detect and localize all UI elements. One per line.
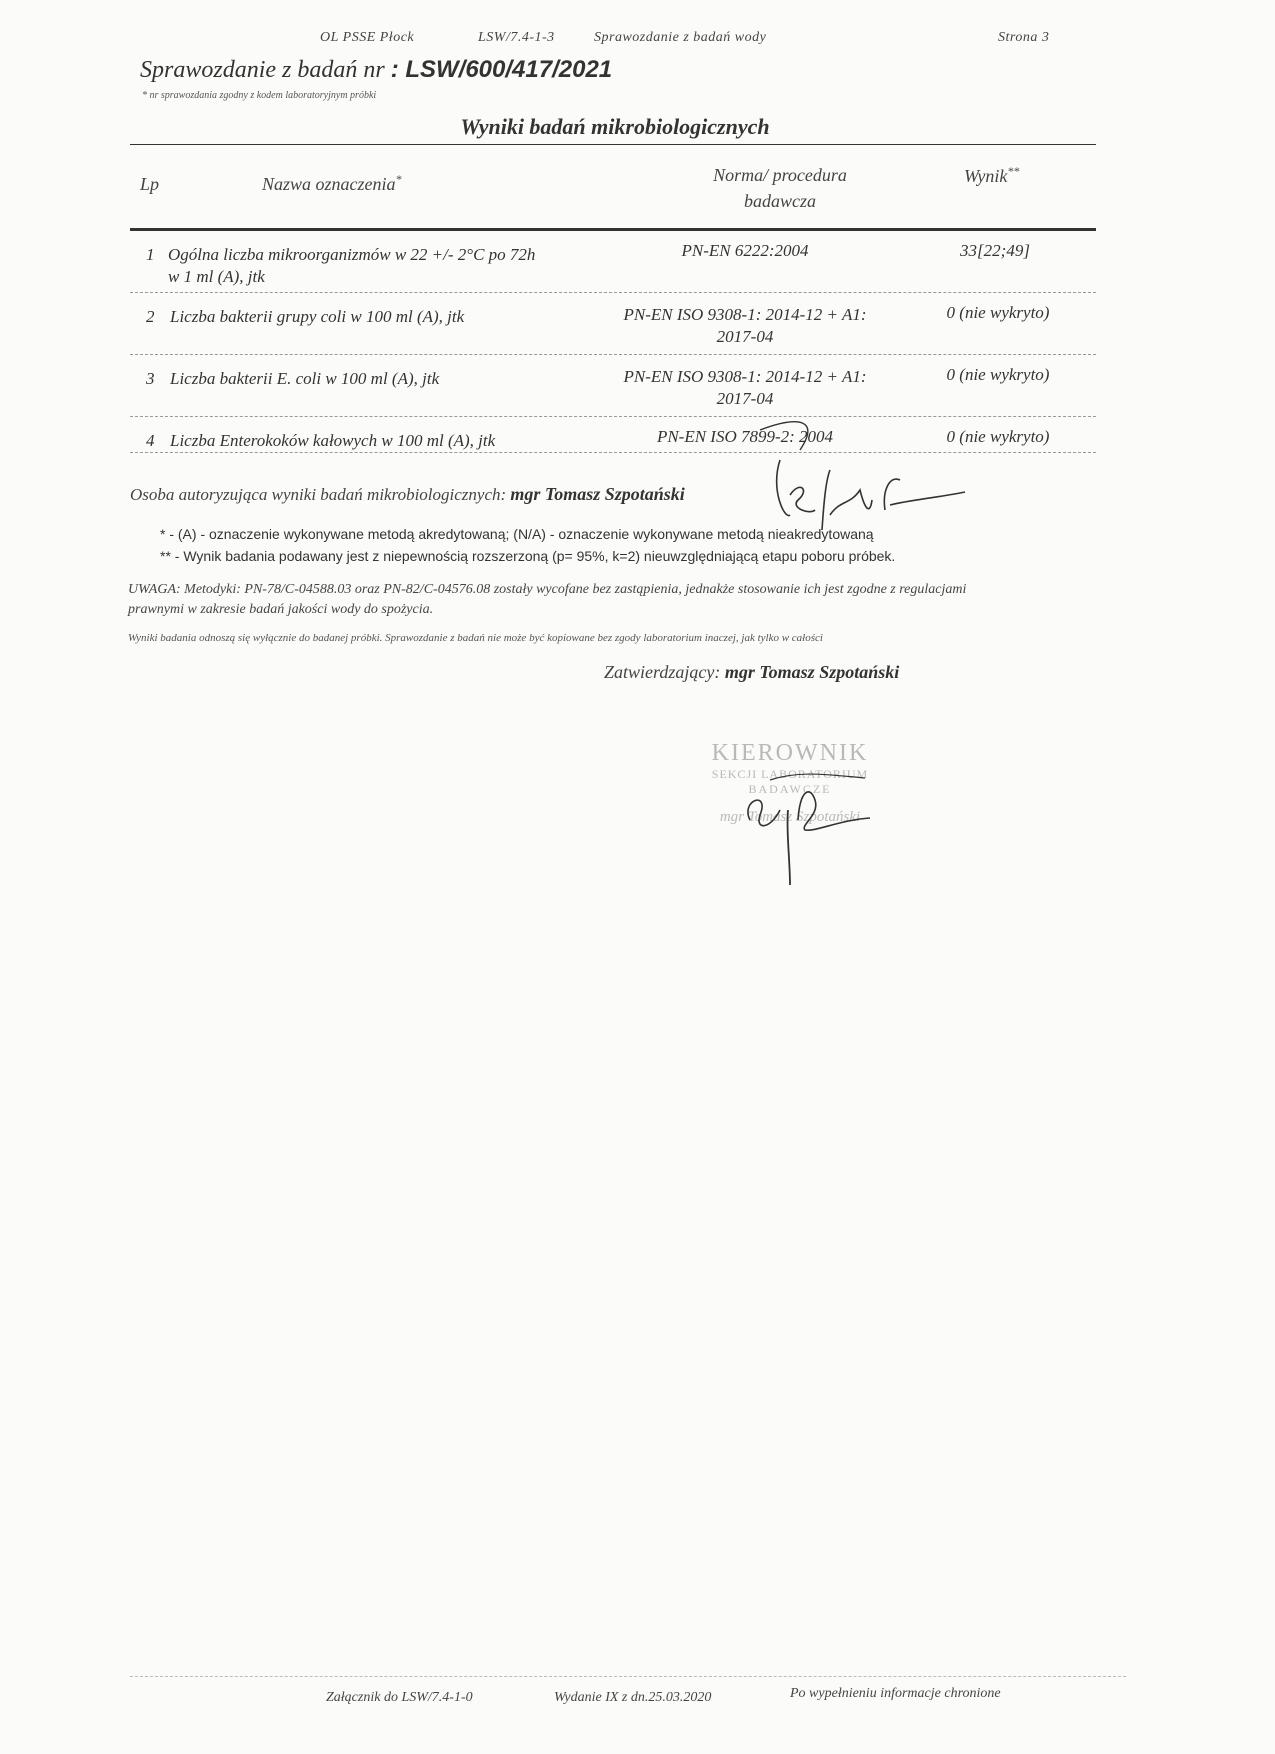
disclaimer: Wyniki badania odnoszą się wyłącznie do badanej próbki. Sprawozdanie z badań nie może być kopiowane bez zgody laboratorium inaczej, jak tylko w całości: [128, 632, 823, 644]
col-header-norm-line1: Norma/ procedura: [713, 165, 847, 185]
row-divider: [130, 292, 1096, 293]
row-name-line1: Liczba bakterii grupy coli w 100 ml (A), jtk: [170, 307, 465, 326]
col-header-norm-line2: badawcza: [744, 191, 816, 211]
row-name-line2: w 1 ml (A), jtk: [168, 267, 265, 286]
report-title-prefix: Sprawozdanie z badań nr: [140, 57, 385, 83]
header-code: LSW/7.4-1-3: [478, 30, 555, 45]
report-title: [140, 56, 612, 84]
stamp-line4: mgr Tomasz Szpotański: [719, 809, 861, 825]
row-divider: [130, 354, 1096, 355]
row-norm-line1: PN-EN ISO 9308-1: 2014-12 + A1:: [623, 367, 867, 386]
row-norm-line2: 2017-04: [716, 389, 774, 408]
col-header-result-mark: **: [1007, 164, 1020, 178]
row-norm: [600, 304, 890, 348]
approval-signature: [740, 770, 880, 890]
row-result: 0 (nie wykryto): [946, 303, 1050, 322]
col-header-result-label: Wynik: [964, 166, 1008, 186]
warning-note: [128, 580, 1148, 620]
approval-label: Zatwierdzający:: [604, 662, 721, 682]
col-header-norm: [650, 162, 910, 214]
row-name-line1: Ogólna liczba mikroorganizmów w 22 +/- 2°C po 72h: [168, 245, 536, 264]
stamp-line3: BADAWCZE: [748, 782, 832, 796]
row-name: [170, 430, 495, 452]
header-page: Strona 3: [998, 30, 1050, 45]
approval: [604, 662, 899, 683]
col-header-name: [262, 172, 402, 195]
approval-name: mgr Tomasz Szpotański: [724, 662, 900, 682]
table-header-rule: [130, 228, 1096, 231]
row-name-line1: Liczba Enterokoków kałowych w 100 ml (A), jtk: [170, 431, 496, 450]
footer-attachment: Załącznik do LSW/7.4-1-0: [326, 1690, 473, 1705]
section-title: Wyniki badań mikrobiologicznych: [460, 114, 770, 139]
row-name-line1: Liczba bakterii E. coli w 100 ml (A), jtk: [170, 369, 440, 388]
report-number: : LSW/600/417/2021: [390, 56, 613, 83]
row-lp: 4: [146, 431, 155, 450]
authorization-signature: [760, 420, 970, 540]
row-norm-line1: PN-EN ISO 9308-1: 2014-12 + A1:: [623, 305, 867, 324]
row-lp: 2: [146, 307, 155, 326]
row-name: [168, 244, 535, 288]
table-top-rule: [130, 144, 1096, 145]
row-norm-line1: PN-EN ISO 7899-2: 2004: [656, 427, 834, 446]
row-name: [170, 368, 439, 390]
stamp-line2: SEKCJI LABORATORIUM: [711, 767, 869, 781]
row-norm: [620, 240, 870, 262]
row-norm-line1: PN-EN 6222:2004: [681, 241, 809, 260]
row-norm-line2: 2017-04: [716, 327, 774, 346]
note-accreditation: * - (A) - oznaczenie wykonywane metodą akredytowaną; (N/A) - oznaczenie wykonywane metodą nieakredytowaną: [160, 526, 874, 542]
row-result: 0 (nie wykryto): [946, 427, 1050, 446]
col-header-result: [964, 164, 1019, 187]
row-result: 33[22;49]: [960, 241, 1030, 260]
row-lp: 1: [146, 245, 155, 264]
row-name: [170, 306, 464, 328]
footer-confidential: Po wypełnieniu informacje chronione: [790, 1686, 1001, 1701]
row-result: 0 (nie wykryto): [946, 365, 1050, 384]
authorization: [130, 484, 685, 505]
header-org: OL PSSE Płock: [320, 30, 415, 45]
col-header-name-mark: *: [395, 172, 402, 186]
footer-edition: Wydanie IX z dn.25.03.2020: [554, 1690, 712, 1705]
authorization-name: mgr Tomasz Szpotański: [510, 484, 685, 504]
note-uncertainty: ** - Wynik badania podawany jest z niepewnością rozszerzoną (p= 95%, k=2) nieuwzględniającą etapu poboru próbek.: [160, 548, 896, 564]
row-lp: 3: [146, 369, 155, 388]
col-header-lp: Lp: [140, 174, 160, 194]
row-norm: [600, 366, 890, 410]
col-header-name-label: Nazwa oznaczenia: [262, 174, 396, 194]
footer-rule: [130, 1676, 1126, 1677]
row-divider: [130, 416, 1096, 417]
authorization-label: Osoba autoryzująca wyniki badań mikrobiologicznych:: [130, 485, 507, 504]
report-title-note: * nr sprawozdania zgodny z kodem laboratoryjnym próbki: [142, 90, 377, 101]
header-doc-type: Sprawozdanie z badań wody: [594, 30, 767, 45]
warning-line2: prawnymi w zakresie badań jakości wody do spożycia.: [128, 602, 434, 617]
stamp-line1: KIEROWNIK: [711, 740, 869, 766]
warning-line1: UWAGA: Metodyki: PN-78/C-04588.03 oraz PN-82/C-04576.08 zostały wycofane bez zastąpienia, jednakże stosowanie ich jest zgodne z regulacjami: [128, 582, 967, 597]
